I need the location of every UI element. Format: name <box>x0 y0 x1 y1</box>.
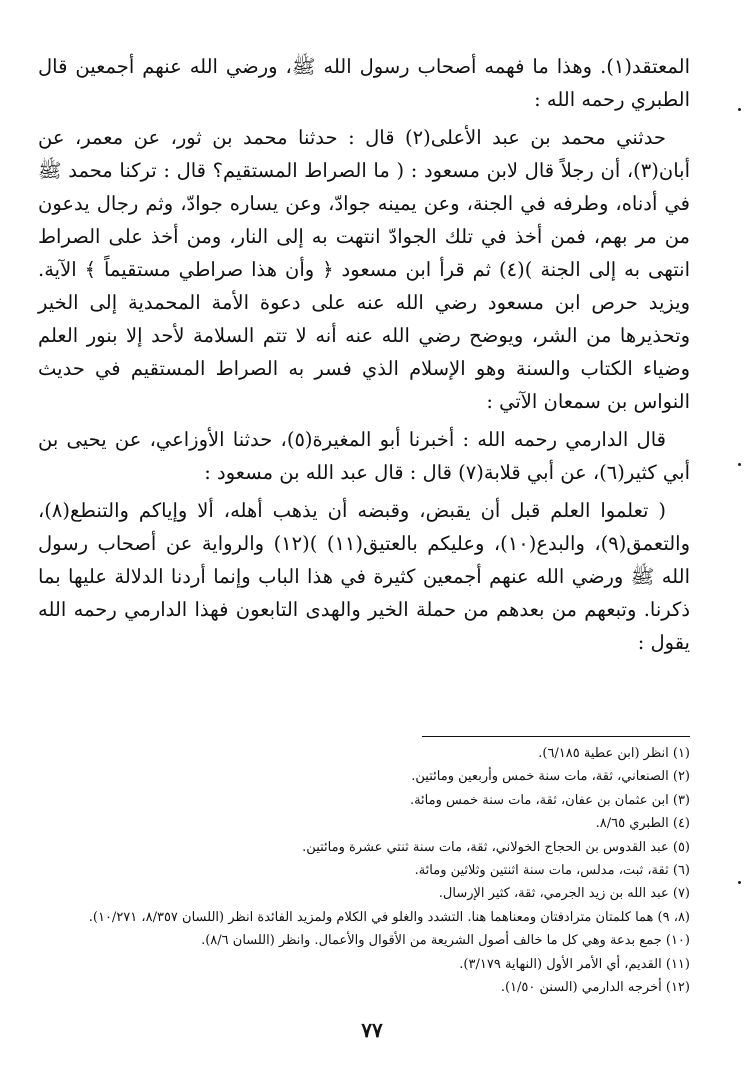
paragraph-2: حدثني محمد بن عبد الأعلى(٢) قال : حدثنا محمد بن ثور، عن معمر، عن أبان(٣)، أن رجلاً قال لابن مسعود : ( ما الصراط المستقيم؟ قال : تركنا محمد ﷺ في أدناه، وطرفه في الجنة، وعن يمينه جوادّ، وعن يساره جوادّ، وثم رجال يدعون من مر بهم، فمن أخذ في تلك الجوادّ انتهت به إلى النار، ومن أخذ على الصراط انتهى به إلى الجنة )(٤) ثم قرأ ابن مسعود ﴿ وأن هذا صراطي مستقيماً ﴾ الآية. ويزيد حرص ابن مسعود رضي الله عنه على دعوة الأمة المحمدية إلى الخير وتحذيرها من الشر، ويوضح رضي الله عنه أنه لا تتم السلامة لأحد إلا بنور العلم وضياء الكتاب والسنة وهو الإسلام الذي فسر به الصراط المستقيم في حديث النواس بن سمعان الآتي : <box>38 126 690 413</box>
footnote-4: (٤) الطبري ٨/٦٥. <box>595 816 690 832</box>
footnote-separator <box>422 736 690 737</box>
footnote-1: (١) انظر (ابن عطية ٦/١٨٥). <box>538 746 690 761</box>
footnote-8: (٨، ٩) هما كلمتان مترادفتان ومعناهما هنا. التشدد والغلو في الكلام ولمزيد الفائدة انظر (اللسان ٨/٣٥٧، ١٠/٢٧١). <box>88 909 690 925</box>
footnote-2: (٢) الصنعاني، ثقة، مات سنة خمس وأربعين ومائتين. <box>411 769 690 785</box>
paragraph-1: المعتقد(١). وهذا ما فهمه أصحاب رسول الله ﷺ، ورضي الله عنهم أجمعين قال الطبري رحمه الله : <box>38 55 690 111</box>
paragraph-4: ( تعلموا العلم قبل أن يقبض، وقبضه أن يذهب أهله، ألا وإياكم والتنطع(٨)، والتعمق(٩)، والبدع(١٠)، وعليكم بالعتيق(١١) )(١٢) والرواية عن أصحاب رسول الله ﷺ ورضي الله عنهم أجمعين كثيرة في هذا الباب وإنما أردنا الدلالة عليها بما ذكرنا. وتبعهم من بعدهم من حملة الخير والهدى التابعون فهذا الدارمي رحمه الله يقول : <box>38 499 690 654</box>
footnote-5: (٥) عبد القدوس بن الحجاج الخولاني، ثقة، مات سنة ثنتي عشرة ومائتين. <box>302 839 690 855</box>
footnote-3: (٣) ابن عثمان بن عفان، ثقة، مات سنة خمس ومائة. <box>409 792 690 808</box>
footnote-9: (١٠) جمع بدعة وهي كل ما خالف أصول الشريعة من الأقوال والأعمال. وانظر (اللسان ٨/٦). <box>201 933 690 949</box>
scan-speck <box>738 108 741 111</box>
page-number: ٧٧ <box>361 1018 383 1042</box>
footnote-11: (١٢) أخرجه الدارمي (السنن ١/٥٠). <box>500 980 690 996</box>
scan-speck <box>738 463 741 466</box>
footnote-10: (١١) القديم، أي الأمر الأول (النهاية ٣/١٧٩). <box>459 956 690 972</box>
footnote-6: (٦) ثقة، ثبت، مدلس، مات سنة اثنتين وثلاثين ومائة. <box>414 863 690 879</box>
footnote-7: (٧) عبد الله بن زيد الجرمي، ثقة، كثير الإرسال. <box>438 886 690 902</box>
main-text <box>38 50 690 664</box>
scan-speck <box>738 881 741 884</box>
footnotes-list <box>50 742 690 999</box>
paragraph-3: قال الدارمي رحمه الله : أخبرنا أبو المغيرة(٥)، حدثنا الأوزاعي، عن يحيى بن أبي كثير(٦)، عن أبي قلابة(٧) قال : قال عبد الله بن مسعود : <box>38 428 690 484</box>
